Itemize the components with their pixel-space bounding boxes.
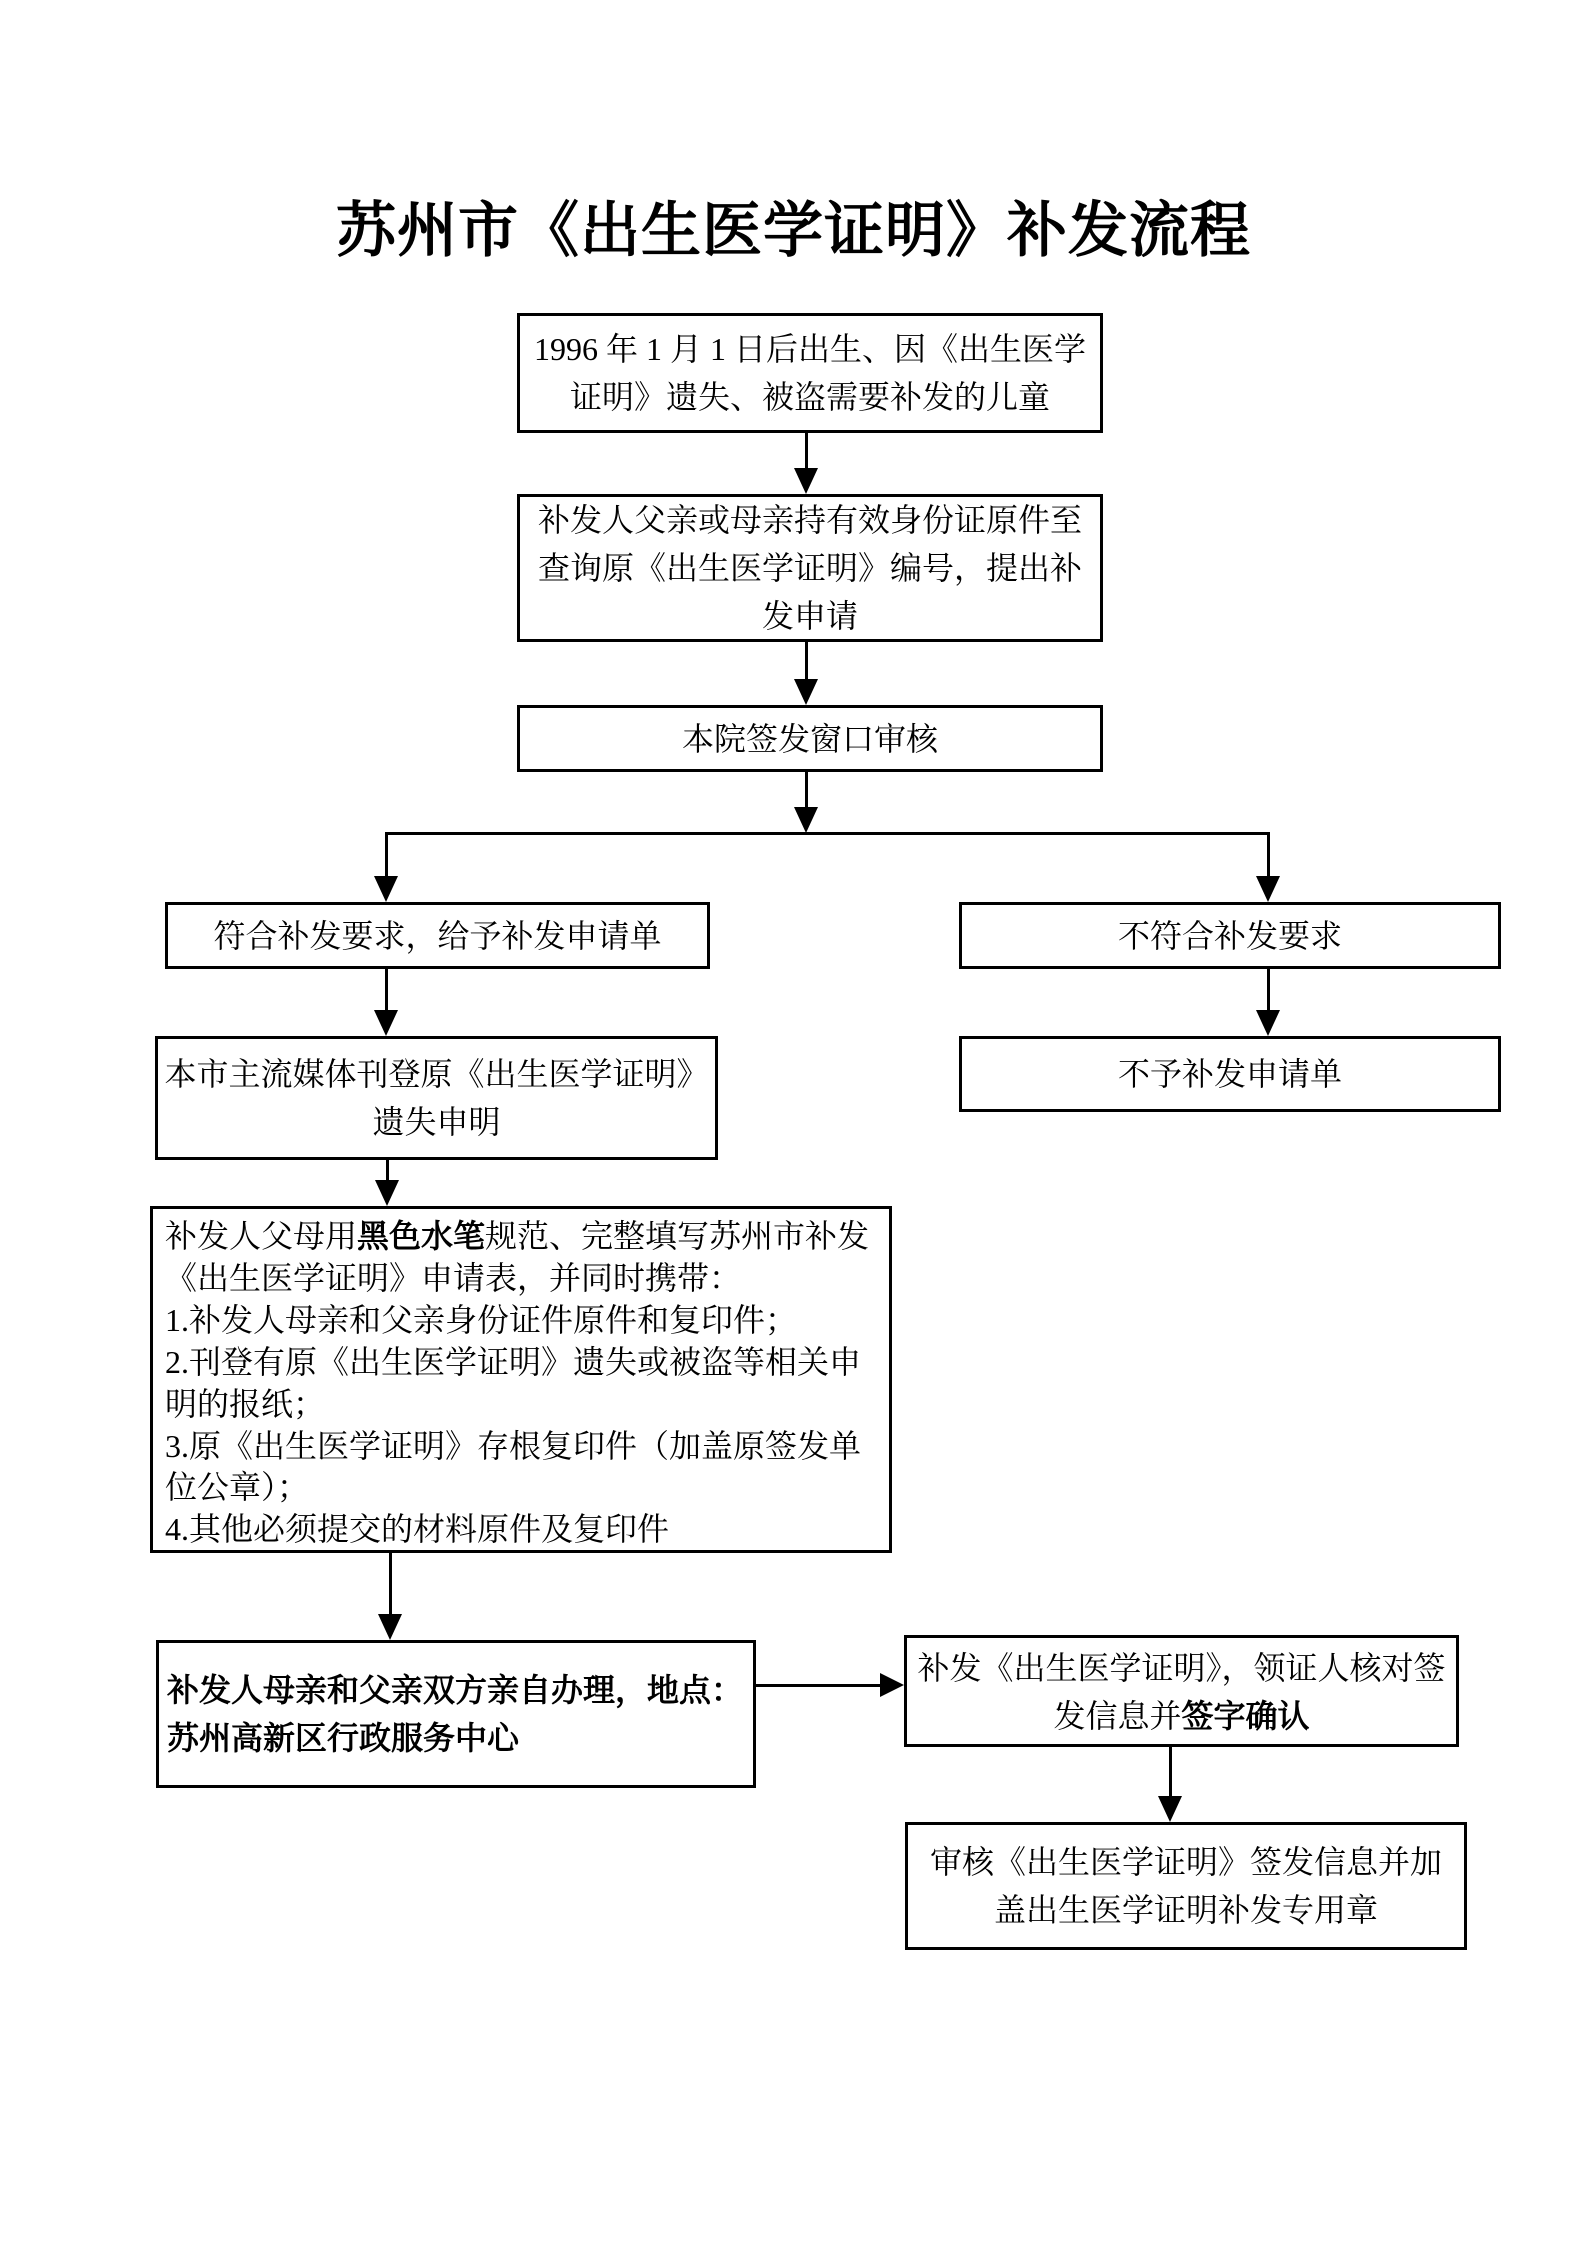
- node-seal-review-label: 审核《出生医学证明》签发信息并加盖出生医学证明补发专用章: [929, 1844, 1442, 1928]
- node-apply: [517, 494, 1103, 642]
- connector-notmeets-noform-line: [1267, 969, 1270, 1012]
- node-handle-in-person: [156, 1640, 756, 1788]
- node-media-notice: [155, 1036, 718, 1160]
- connector-start-apply-line: [805, 433, 808, 470]
- node-issue-certificate: [904, 1635, 1459, 1747]
- node-window-review-label: 本院签发窗口审核: [681, 720, 938, 757]
- node-not-meets-requirements: [959, 902, 1501, 969]
- node-no-form: [959, 1036, 1501, 1112]
- connector-start-apply-arrowhead: [794, 468, 818, 494]
- connector-branch-right-line: [1267, 832, 1270, 878]
- connector-meets-announce-line: [385, 969, 388, 1012]
- connector-branch-left-line: [385, 832, 388, 878]
- materials-intro-bold: 黑色水笔: [357, 1218, 486, 1254]
- connector-issue-seal-arrowhead: [1158, 1796, 1182, 1822]
- connector-announce-materials-arrowhead: [375, 1180, 399, 1206]
- connector-branch-left-arrowhead: [374, 876, 398, 902]
- node-start-label: 1996 年 1 月 1 日后出生、因《出生医学证明》遗失、被盗需要补发的儿童: [533, 331, 1086, 415]
- connector-review-branch-line: [805, 772, 808, 809]
- node-no-form-label: 不予补发申请单: [1117, 1056, 1342, 1092]
- node-window-review: [517, 705, 1103, 772]
- connector-meets-announce-arrowhead: [374, 1010, 398, 1036]
- node-media-notice-label: 本市主流媒体刊登原《出生医学证明》遗失申明: [164, 1056, 709, 1140]
- connector-handle-issue-arrowhead: [880, 1673, 904, 1697]
- connector-apply-review-arrowhead: [794, 679, 818, 705]
- materials-intro-post: 规范、完整填写苏州市补发《出生医学证明》申请表，并同时携带：: [165, 1218, 870, 1296]
- connector-materials-handle-line: [389, 1553, 392, 1616]
- materials-intro-pre: 补发人父母用: [165, 1218, 358, 1254]
- node-meets-requirements-label: 符合补发要求，给予补发申请单: [213, 917, 662, 954]
- page-title: 苏州市《出生医学证明》补发流程: [336, 197, 1251, 264]
- node-not-meets-requirements-label: 不符合补发要求: [1117, 917, 1342, 954]
- node-issue-pre: 补发《出生医学证明》，领证人核对签发信息并: [917, 1650, 1446, 1734]
- materials-item-1: 1.补发人母亲和父亲身份证件原件和复印件；: [165, 1301, 798, 1338]
- connector-apply-review-line: [805, 642, 808, 681]
- connector-handle-issue-line: [756, 1684, 882, 1687]
- node-apply-label: 补发人父亲或母亲持有效身份证原件至查询原《出生医学证明》编号，提出补发申请: [537, 502, 1082, 634]
- connector-announce-materials-line: [386, 1160, 389, 1182]
- connector-notmeets-noform-arrowhead: [1256, 1010, 1280, 1036]
- connector-review-branch-arrowhead: [794, 807, 818, 833]
- node-start: [517, 313, 1103, 433]
- materials-intro: [165, 1216, 877, 1300]
- materials-item-3: 3.原《出生医学证明》存根复印件（加盖原签发单位公章）；: [165, 1427, 862, 1506]
- materials-item-4: 4.其他必须提交的材料原件及复印件: [165, 1511, 670, 1548]
- connector-issue-seal-line: [1169, 1747, 1172, 1798]
- node-materials: [150, 1206, 892, 1553]
- node-meets-requirements: [165, 902, 710, 969]
- node-handle-in-person-label: 补发人母亲和父亲双方亲自办理，地点：苏州高新区行政服务中心: [167, 1672, 744, 1756]
- node-issue-bold: 签字确认: [1181, 1698, 1310, 1734]
- connector-materials-handle-arrowhead: [378, 1614, 402, 1640]
- node-seal-review: [905, 1822, 1467, 1950]
- connector-branch-horizontal: [386, 832, 1269, 835]
- materials-item-2: 2.刊登有原《出生医学证明》遗失或被盗等相关申明的报纸；: [165, 1343, 862, 1422]
- connector-branch-right-arrowhead: [1256, 876, 1280, 902]
